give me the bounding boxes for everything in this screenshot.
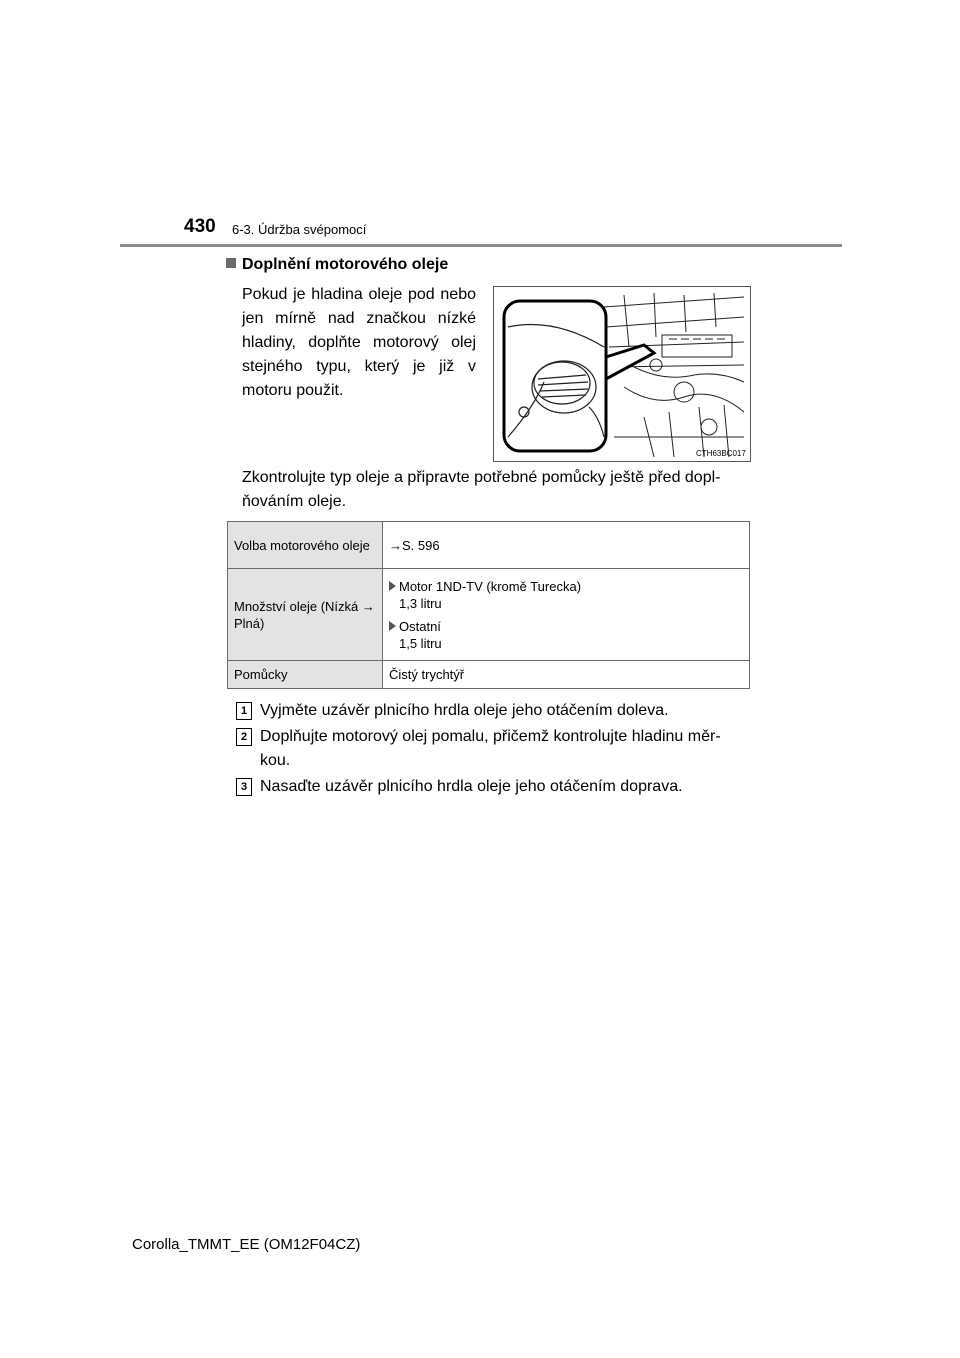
table-row — [228, 522, 750, 569]
list-item: Motor 1ND-TV (kromě Turecka) — [389, 578, 743, 595]
check-paragraph: Zkontrolujte typ oleje a připravte potřebné pomůcky ještě před dopl-ňováním oleje. — [242, 469, 721, 510]
table-label: Množství oleje (Nízká → Plná) — [228, 569, 383, 661]
section-title: 6-3. Údržba svépomocí — [232, 222, 367, 237]
step-number: 1 — [236, 702, 252, 720]
table-row — [228, 661, 750, 689]
list-item: Ostatní — [389, 618, 743, 635]
quantity-value: 1,3 litru — [399, 595, 442, 611]
oil-cap-illustration — [493, 286, 751, 462]
footer-doc-id: Corolla_TMMT_EE (OM12F04CZ) — [132, 1236, 361, 1253]
step-number: 3 — [236, 778, 252, 796]
step-number: 2 — [236, 728, 252, 746]
table-label: Volba motorového oleje — [228, 522, 383, 569]
page-number: 430 — [184, 216, 216, 237]
table-value — [383, 569, 750, 661]
heading-text: Doplnění motorového oleje — [242, 256, 449, 273]
triangle-bullet-icon — [389, 621, 396, 631]
figure-code: CTH63BC017 — [696, 449, 746, 458]
header-divider — [120, 244, 842, 247]
step-text: Doplňujte motorový olej pomalu, přičemž kontrolujte hladinu měr-kou. — [260, 728, 721, 769]
step-text: Nasaďte uzávěr plnicího hrdla oleje jeho otáčením doprava. — [260, 778, 683, 795]
step-text: Vyjměte uzávěr plnicího hrdla oleje jeho otáčením doleva. — [260, 702, 669, 719]
table-label: Pomůcky — [228, 661, 383, 689]
intro-paragraph: Pokud je hladina oleje pod nebo jen mírně nad značkou nízké hladiny, doplňte motorový olej stejného typu, který je již v motoru použit. — [242, 286, 476, 399]
square-bullet-icon — [226, 258, 236, 268]
quantity-value: 1,5 litru — [399, 635, 442, 651]
table-value: →S. 596 — [383, 522, 750, 569]
oil-spec-table — [227, 521, 750, 689]
table-value: Čistý trychtýř — [383, 661, 750, 689]
section-heading — [226, 256, 448, 274]
table-row — [228, 569, 750, 661]
triangle-bullet-icon — [389, 581, 396, 591]
engine-bay-drawing — [494, 287, 750, 461]
